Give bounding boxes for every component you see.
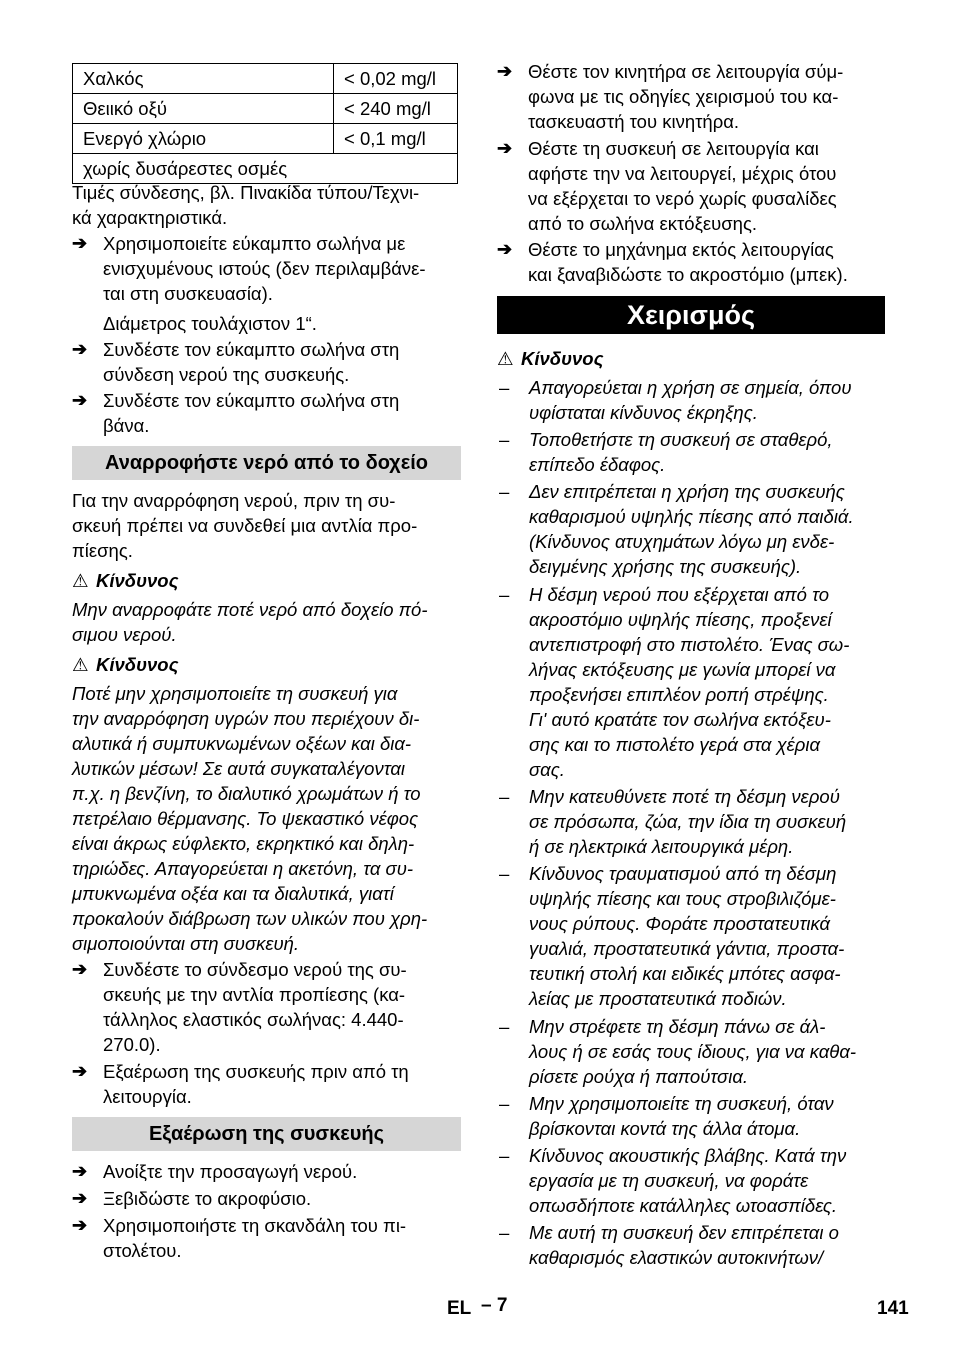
list-item <box>497 861 887 1011</box>
table-note: χωρίς δυσάρεστες οσμές <box>73 154 458 184</box>
arrow-right-icon: ➔ <box>72 1161 88 1181</box>
dash-bullet: – <box>499 377 510 398</box>
arrow-right-icon: ➔ <box>72 233 88 253</box>
danger-text: Ποτέ μην χρησιμοποιείτε τη συσκευή για την αναρρόφηση υγρών που περιέχουν δι- αλυτικά ή συμπυκνωμένων οξέων και δια- λυτικών μέσων! Σε αυτά συγκαταλέγονται π.χ. η βενζίνη, το διαλυτικό χρωμάτων ή το πετρέλαιο θέρμανσης. Το ψεκαστικό νέφος είναι άκρως εύφλεκτο, εκρηκτικό και δηλη- τηριώδες. Απαγορεύεται η ακετόνη, τα συ- μπυκνωμένα οξέα και τα διαλυτικά, γιατί προκαλούν διάβρωση των υλικών που χρη- σιμοποιούνται στη συσκευή. <box>72 683 428 954</box>
dash-bullet: – <box>499 584 510 605</box>
arrow-right-icon: ➔ <box>72 959 88 979</box>
table-row <box>73 64 458 94</box>
instruction-step <box>72 1213 462 1263</box>
list-item <box>497 375 887 425</box>
list-item <box>497 479 887 579</box>
step-text: Συνδέστε το σύνδεσμο νερού της συ- σκευής με την αντλία προπίεσης (κα- τάλληλος ελαστικός σωλήνας: 4.440- 270.0). <box>103 959 407 1055</box>
instruction-step <box>72 1186 462 1211</box>
table-row <box>73 124 458 154</box>
dash-bullet: – <box>499 863 510 884</box>
table-cell-value: < 0,02 mg/l <box>334 64 458 94</box>
step-text: Θέστε τον κινητήρα σε λειτουργία σύμ- φωνα με τις οδηγίες χειρισμού του κα- τασκευαστή του κινητήρα. <box>528 61 844 132</box>
list-item-text: Τοποθετήστε τη συσκευή σε σταθερό, επίπεδο έδαφος. <box>529 429 833 475</box>
step-text: Θέστε το μηχάνημα εκτός λειτουργίας και ξαναβιδώστε το ακροστόμιο (μπεκ). <box>528 239 848 285</box>
instruction-step <box>72 388 462 438</box>
footer-section-page: – 7 <box>481 1295 508 1316</box>
danger-label <box>497 346 603 371</box>
list-item-text: Απαγορεύεται η χρήση σε σημεία, όπου υφίσταται κίνδυνος έκρηξης. <box>529 377 852 423</box>
instruction-step <box>72 1059 462 1109</box>
water-quality-table <box>72 63 458 184</box>
instruction-step <box>497 59 887 134</box>
arrow-right-icon: ➔ <box>72 390 88 410</box>
list-item <box>497 1220 887 1270</box>
danger-label <box>72 568 178 593</box>
instruction-step <box>497 237 887 287</box>
step-text: Ανοίξτε την προσαγωγή νερού. <box>103 1161 358 1182</box>
danger-label-text: Κίνδυνος <box>96 654 179 675</box>
section-heading-operation: Χειρισμός <box>497 296 885 334</box>
table-cell-name: Ενεργό χλώριο <box>73 124 334 154</box>
list-item <box>497 582 887 782</box>
arrow-right-icon: ➔ <box>497 239 513 259</box>
table-cell-name: Θειικό οξύ <box>73 94 334 124</box>
dash-bullet: – <box>499 429 510 450</box>
instruction-step <box>72 231 462 306</box>
danger-label-text: Κίνδυνος <box>521 348 604 369</box>
section-heading-venting: Εξαέρωση της συσκευής <box>72 1117 461 1151</box>
footer-language: EL <box>447 1298 472 1319</box>
list-item-text: Με αυτή τη συσκευή δεν επιτρέπεται ο καθαρισμός ελαστικών αυτοκινήτων/ <box>529 1222 839 1268</box>
dash-bullet: – <box>499 1016 510 1037</box>
arrow-right-icon: ➔ <box>497 138 513 158</box>
warning-triangle-icon: ⚠ <box>72 570 89 591</box>
list-item <box>497 427 887 477</box>
danger-label <box>72 652 178 677</box>
list-item <box>497 1091 887 1141</box>
list-item-text: Μην κατευθύνετε ποτέ τη δέσμη νερού σε πρόσωπα, ζώα, την ίδια τη συσκευή ή σε ηλεκτρικά λειτουργικά μέρη. <box>529 786 847 857</box>
step-text: Θέστε τη συσκευή σε λειτουργία και αφήστε την να λειτουργεί, μέχρις ότου να εξέρχεται το νερό χωρίς φυσαλίδες από το σωλήνα εκτόξευσης. <box>528 138 837 234</box>
dash-bullet: – <box>499 1145 510 1166</box>
instruction-step <box>72 337 462 387</box>
table-cell-value: < 0,1 mg/l <box>334 124 458 154</box>
arrow-right-icon: ➔ <box>497 61 513 81</box>
warning-triangle-icon: ⚠ <box>72 654 89 675</box>
arrow-right-icon: ➔ <box>72 1215 88 1235</box>
list-item-text: Μην χρησιμοποιείτε τη συσκευή, όταν βρίσκονται κοντά της άλλα άτομα. <box>529 1093 834 1139</box>
instruction-step <box>72 1159 462 1184</box>
list-item-text: Δεν επιτρέπεται η χρήση της συσκευής καθαρισμού υψηλής πίεσης από παιδιά. (Κίνδυνος ατυχημάτων λόγω μη ενδε- δειγμένης χρήσης της συσκευής). <box>529 481 854 577</box>
table-row <box>73 154 458 184</box>
danger-label-text: Κίνδυνος <box>96 570 179 591</box>
step-text: Ξεβιδώστε το ακροφύσιο. <box>103 1188 312 1209</box>
table-cell-name: Χαλκός <box>73 64 334 94</box>
connection-values-text: Τιμές σύνδεσης, βλ. Πινακίδα τύπου/Τεχνι- κά χαρακτηριστικά. <box>72 182 420 228</box>
table-row <box>73 94 458 124</box>
instruction-step <box>497 136 887 236</box>
list-item-text: Η δέσμη νερού που εξέρχεται από το ακροστόμιο υψηλής πίεσης, προξενεί αντεπιστροφή στο πιστολέτο. Ένας σω- λήνας εκτόξευσης με γωνία μπορεί να προξενήσει επιπλέον ροπή στρέψης. Γι' αυτό κρατάτε τον σωλήνα εκτόξευ- σης και το πιστολέτο γερά στα χέρια σας. <box>529 584 850 780</box>
diameter-text: Διάμετρος τουλάχιστον 1“. <box>103 313 317 334</box>
arrow-right-icon: ➔ <box>72 339 88 359</box>
step-text: Χρησιμοποιείτε εύκαμπτο σωλήνα με ενισχυμένους ιστούς (δεν περιλαμβάνε- ται στη συσκευασία). <box>103 233 426 304</box>
dash-bullet: – <box>499 1093 510 1114</box>
dash-bullet: – <box>499 1222 510 1243</box>
dash-bullet: – <box>499 481 510 502</box>
section-heading-suction: Αναρροφήστε νερό από το δοχείο <box>72 446 461 480</box>
step-text: Συνδέστε τον εύκαμπτο σωλήνα στη βάνα. <box>103 390 400 436</box>
list-item <box>497 784 887 859</box>
arrow-right-icon: ➔ <box>72 1061 88 1081</box>
suction-intro-text: Για την αναρρόφηση νερού, πριν τη συ- σκευή πρέπει να συνδεθεί μια αντλία προ- πίεσης. <box>72 490 418 561</box>
list-item-text: Μην στρέφετε τη δέσμη πάνω σε άλ- λους ή σε εσάς τους ίδιους, για να καθα- ρίσετε ρούχα ή παπούτσια. <box>529 1016 857 1087</box>
arrow-right-icon: ➔ <box>72 1188 88 1208</box>
warning-triangle-icon: ⚠ <box>497 348 514 369</box>
list-item <box>497 1143 887 1218</box>
step-text: Χρησιμοποιήστε τη σκανδάλη του πι- στολέτου. <box>103 1215 407 1261</box>
step-text: Εξαέρωση της συσκευής πριν από τη λειτουργία. <box>103 1061 409 1107</box>
list-item-text: Κίνδυνος τραυματισμού από τη δέσμη υψηλής πίεσης και τους στροβιλιζόμε- νους ρύπους. Φοράτε προστατευτικά γυαλιά, προστατευτικά γάντια, προστα- τευτική στολή και ειδικές μπότες ασφα- λείας με προστατευτικά ποδιών. <box>529 863 845 1009</box>
instruction-step <box>72 957 462 1057</box>
danger-text: Μην αναρροφάτε ποτέ νερό από δοχείο πό- σιμου νερού. <box>72 599 428 645</box>
step-text: Συνδέστε τον εύκαμπτο σωλήνα στη σύνδεση νερού της συσκευής. <box>103 339 400 385</box>
footer-page-number: 141 <box>877 1298 909 1319</box>
dash-bullet: – <box>499 786 510 807</box>
list-item-text: Κίνδυνος ακουστικής βλάβης. Κατά την εργασία με τη συσκευή, να φοράτε οπωσδήποτε κατάλληλες ωτοασπίδες. <box>529 1145 847 1216</box>
table-cell-value: < 240 mg/l <box>334 94 458 124</box>
list-item <box>497 1014 887 1089</box>
